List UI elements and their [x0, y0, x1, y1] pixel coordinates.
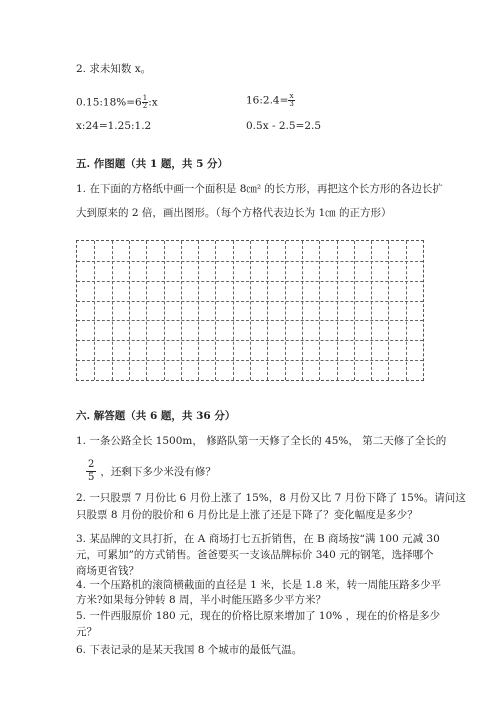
section-5-question-1-line-2: 大到原来的 2 倍，画出图形。（每个方格代表边长为 1㎝ 的正方形）	[76, 207, 392, 219]
equation-2-left: 16:2.4=	[246, 94, 289, 107]
equation-1	[76, 95, 158, 110]
section-5-question-1-line-1: 1. 在下面的方格纸中画一个面积是 8㎝² 的长方形，再把这个长方形的各边长扩	[76, 183, 443, 195]
grid-vertical-line	[354, 241, 355, 380]
section-6-question-1-fraction: $\frac{2}{5}$	[88, 459, 95, 483]
section-6-question-1-line-1: 1. 一条公路全长 1500m， 修路队第一天修了全长的 45%， 第二天修了全长的	[76, 435, 447, 447]
grid-vertical-line	[250, 241, 251, 380]
grid-horizontal-line	[77, 261, 423, 262]
equation-4: 0.5x - 2.5=2.5	[246, 120, 322, 132]
grid-vertical-line	[215, 241, 216, 380]
grid-vertical-line	[319, 241, 320, 380]
section-6-question-2-line-2: 只股票 8 月份的股价和 6 月份比是上涨了还是下降了？变化幅度是多少？	[76, 509, 418, 521]
equation-1-fraction: $\frac{1}{2}$	[142, 94, 148, 110]
grid-vertical-line	[181, 241, 182, 380]
grid-vertical-line	[285, 241, 286, 380]
section-6-question-4-line-1: 4. 一个压路机的滚筒横截面的直径是 1 米，长是 1.8 米，转一周能压路多少平	[76, 579, 442, 591]
section-6-question-4-line-2: 方米?如果每分钟转 8 周，半小时能压路多少平方米？	[76, 594, 326, 606]
grid-vertical-line	[267, 241, 268, 380]
section-6-question-5-line-1: 5. 一件西服原价 180 元，现在的价格比原来增加了 10% ，现在的价格是多少	[76, 610, 441, 622]
grid-vertical-line	[337, 241, 338, 380]
grid-horizontal-line	[77, 320, 423, 321]
section-6-question-3-line-2: 元，可累加”的方式销售。爸爸要买一支该品牌标价 340 元的钢笔，选择哪个	[76, 549, 434, 561]
grid-vertical-line	[406, 241, 407, 380]
grid-horizontal-line	[77, 340, 423, 341]
grid-horizontal-line	[77, 360, 423, 361]
section-6-question-1-line-2: $\frac{2}{5}$ ，还剩下多少米没有修？	[88, 459, 216, 483]
grid-vertical-line	[112, 241, 113, 380]
grid-vertical-line	[164, 241, 165, 380]
grid-vertical-line	[302, 241, 303, 380]
equation-3: x:24=1.25:1.2	[76, 120, 152, 132]
grid-vertical-line	[371, 241, 372, 380]
equation-1-left: 0.15:18%=6	[76, 96, 142, 109]
grid-vertical-line	[146, 241, 147, 380]
section-6-question-2-line-1: 2. 一只股票 7 月份比 6 月份上涨了 15%，8 月份又比 7 月份下降了 15%。请问这	[76, 492, 466, 504]
section-6-question-6-line-1: 6. 下表记录的是某天我国 8 个城市的最低气温。	[76, 644, 303, 656]
grid-vertical-line	[198, 241, 199, 380]
section-6-question-3-line-1: 3. 某品牌的文具打折，在 A 商场打七五折销售，在 B 商场按“满 100 元减 30	[76, 533, 440, 545]
grid-vertical-line	[233, 241, 234, 380]
equation-1-right: :x	[148, 96, 158, 109]
grid-vertical-line	[129, 241, 130, 380]
square-grid-paper	[76, 240, 424, 381]
grid-horizontal-line	[77, 281, 423, 282]
grid-horizontal-line	[77, 301, 423, 302]
equation-2	[246, 93, 295, 108]
section-6-question-3-line-3: 商场更省钱？	[76, 565, 139, 577]
grid-vertical-line	[388, 241, 389, 380]
grid-vertical-line	[94, 241, 95, 380]
equation-2-fraction: $\frac{x}{3}$	[289, 92, 294, 108]
section-5-heading: 五. 作图题（共 1 题，共 5 分）	[76, 158, 229, 170]
section-6-heading: 六. 解答题（共 6 题，共 36 分）	[76, 410, 236, 422]
section-6-question-5-line-2: 元？	[76, 626, 97, 638]
part2-title: 2. 求未知数 x。	[76, 63, 152, 75]
